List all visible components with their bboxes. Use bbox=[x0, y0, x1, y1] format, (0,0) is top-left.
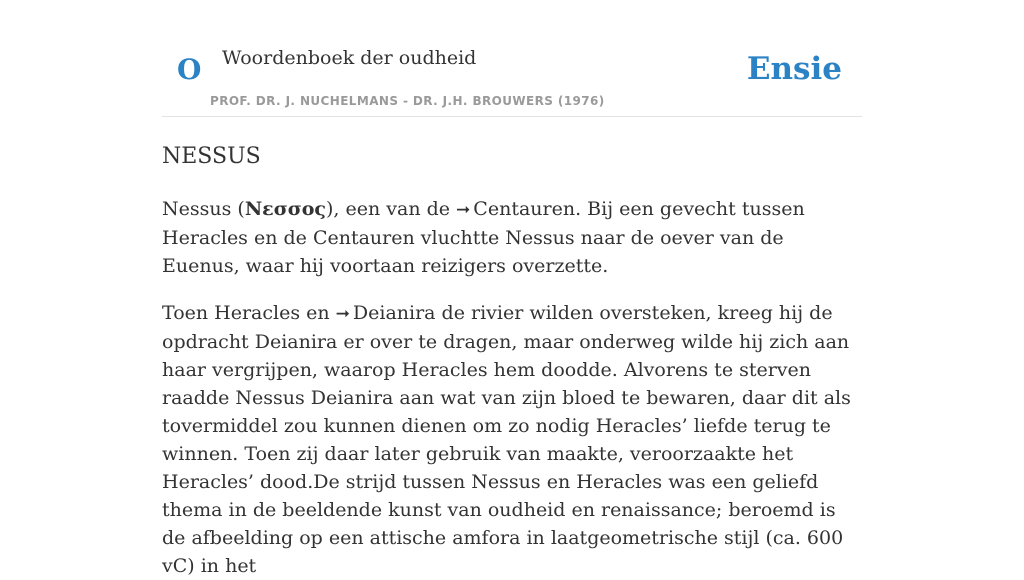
source-initial-icon: O bbox=[177, 53, 202, 86]
source-header bbox=[162, 0, 862, 117]
arrow-right-icon: ➞ bbox=[335, 304, 350, 324]
paragraph-text: de rivier wilden oversteken, kreeg hij de opdracht Deianira er over te dragen, maar onderweg wilde hij zich aan haar vergrijpen, waarop Heracles hem doodde. Alvorens te sterven raadde Nessus Deianira aan wat van zijn bloed te bewaren, daar dit als tovermiddel zou kunnen dienen om zo nodig Heracles’ liefde terug te winnen. Toen zij daar later gebruik van maakte, veroorzaakte het Heracles’ dood.De strijd tussen Nessus en Heracles was een geliefd thema in de beeldende kunst van oudheid en renaissance; beroemd is de afbeelding op een attische amfora in laatgeometrische stijl (ca. 600 vC) in het bbox=[162, 302, 851, 577]
crossref-label: Centauren bbox=[473, 198, 576, 220]
entry-title: NESSUS bbox=[162, 144, 261, 169]
page bbox=[162, 0, 862, 580]
crossref-label: Deianira bbox=[352, 302, 436, 324]
crossref-link-centauren[interactable] bbox=[456, 198, 575, 220]
ensie-logo-link[interactable]: Ensie bbox=[746, 51, 842, 87]
paragraph-text: Nessus ( bbox=[162, 198, 245, 220]
source-authors: PROF. DR. J. NUCHELMANS - DR. J.H. BROUWERS (1976) bbox=[210, 94, 605, 108]
entry-paragraph-2 bbox=[162, 299, 862, 580]
greek-name: Νεσσος bbox=[244, 198, 326, 220]
paragraph-text: Toen Heracles en bbox=[162, 302, 336, 324]
arrow-right-icon: ➞ bbox=[456, 200, 471, 220]
paragraph-text: ), een van de bbox=[326, 198, 457, 220]
entry-paragraph-1 bbox=[162, 195, 862, 280]
crossref-link-deianira[interactable] bbox=[336, 302, 436, 324]
paragraph-text: . Bij een gevecht tussen Heracles en de Centauren vluchtte Nessus naar de oever van de Euenus, waar hij voortaan reizigers overzette. bbox=[162, 198, 805, 277]
source-title-link[interactable]: Woordenboek der oudheid bbox=[222, 47, 477, 69]
